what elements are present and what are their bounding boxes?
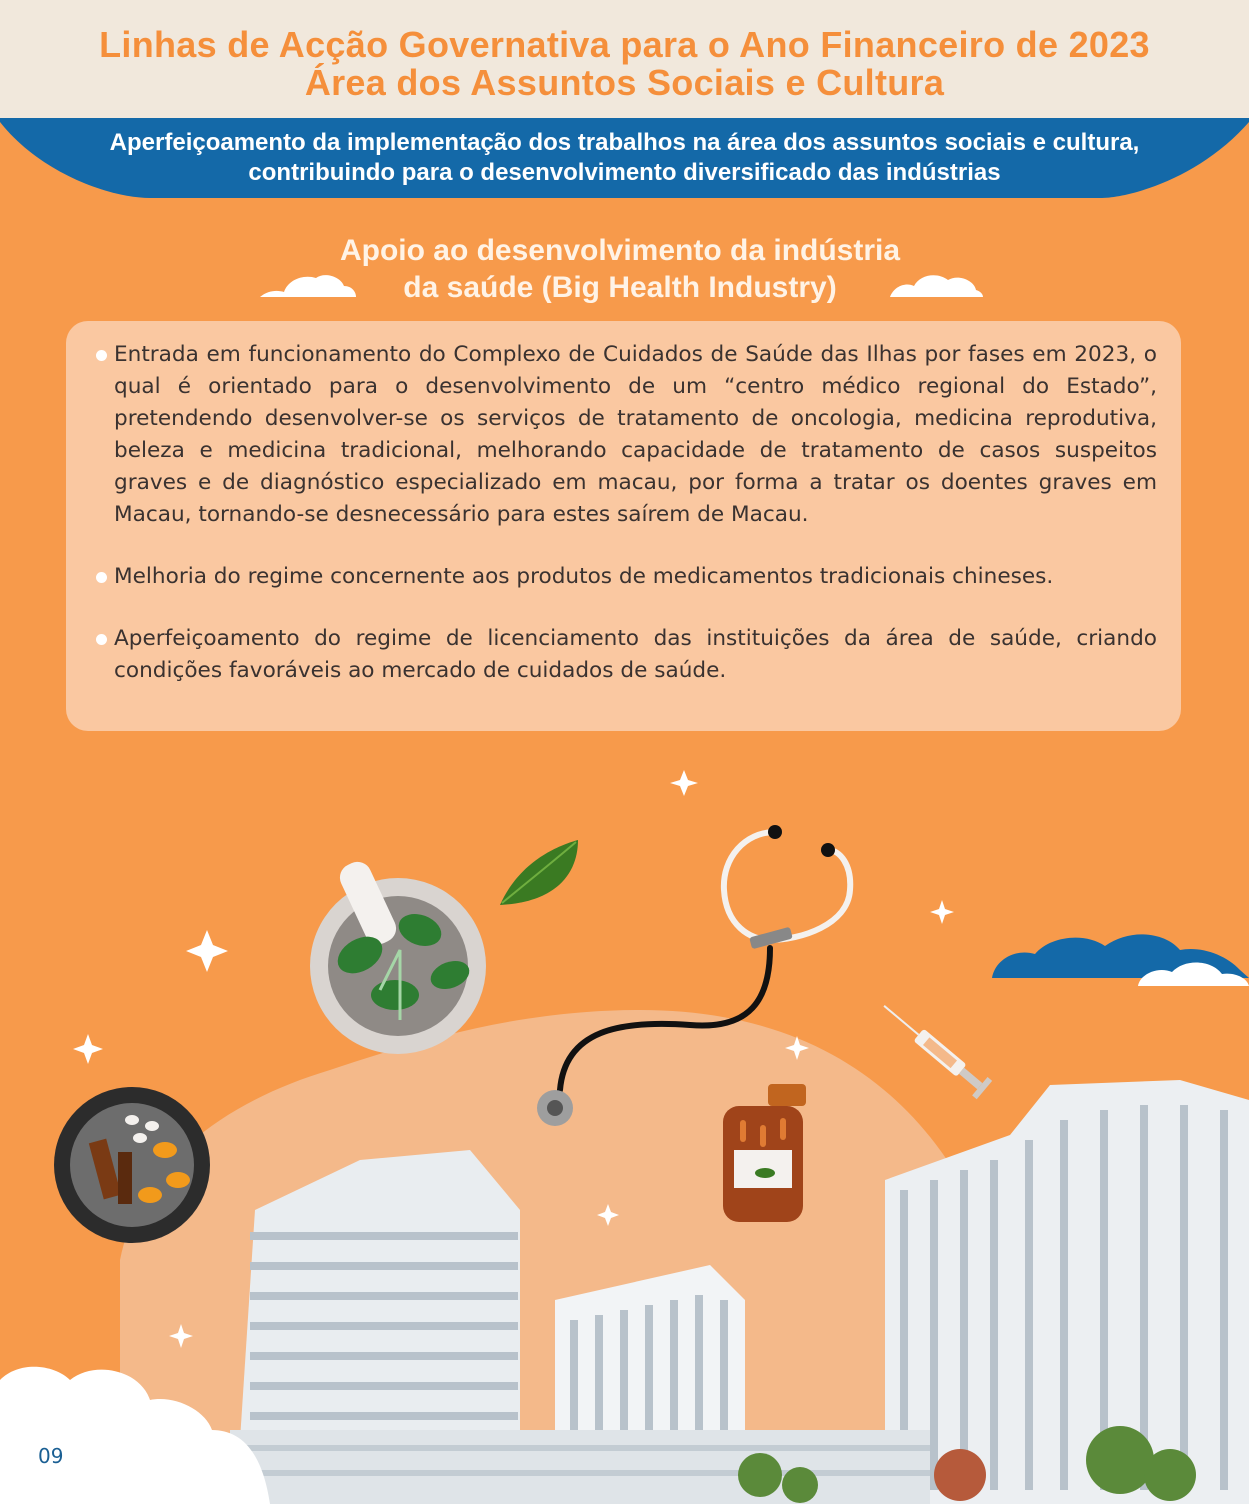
- banner-line2: contribuindo para o desenvolvimento diversificado das indústrias: [248, 159, 1001, 186]
- page-title-line2: Área dos Assuntos Sociais e Cultura: [304, 62, 945, 103]
- content-card: [66, 321, 1181, 731]
- page-number: 09: [38, 1444, 64, 1468]
- bullet-text: Melhoria do regime concernente aos produtos de medicamentos tradicionais chineses.: [114, 564, 1054, 589]
- banner-text: [0, 128, 1249, 188]
- section-title-line2: da saúde (Big Health Industry): [403, 271, 837, 304]
- banner-line1: Aperfeiçoamento da implementação dos trabalhos na área dos assuntos sociais e cultura,: [109, 129, 1140, 156]
- page-title-line1: Linhas de Acção Governativa para o Ano Financeiro de 2023: [99, 24, 1150, 65]
- herbal-bowl-icon: [54, 1087, 210, 1243]
- bullet-dot: [96, 350, 107, 361]
- bullet-dot: [96, 634, 107, 645]
- leaf-icon: [500, 840, 578, 905]
- subtitle-banner: [0, 118, 1249, 200]
- bullet-dot: [96, 572, 107, 583]
- list-item: [114, 561, 1157, 593]
- bullet-text: Aperfeiçoamento do regime de licenciamento das instituições da área de saúde, criando condições favoráveis ao mercado de cuidados de saúde.: [114, 626, 1157, 683]
- bullet-text: Entrada em funcionamento do Complexo de Cuidados de Saúde das Ilhas por fases em 2023, o qual é orientado para o desenvolvimento de um “centro médico regional do Estado”, pretendendo desenvolver-se os serviços de tratamento de oncologia, medicina reprodutiva, beleza e medicina tradicional, melhorando capacidade de tratamento de casos suspeitos graves e de diagnóstico especializado em macau, por forma a tratar os doentes graves em Macau, tornando-se desnecessário para estes saírem de Macau.: [114, 342, 1157, 527]
- hospital-illustration: [0, 740, 1249, 1504]
- list-item: [114, 623, 1157, 687]
- page-header: [0, 0, 1249, 118]
- syringe-icon: [876, 997, 992, 1100]
- page-title: [0, 0, 1249, 102]
- cloud-icon: [992, 934, 1249, 986]
- section-title-line1: Apoio ao desenvolvimento da indústria: [339, 234, 901, 267]
- mortar-pestle-icon: [310, 857, 486, 1054]
- bullet-list: [66, 321, 1181, 687]
- list-item: [114, 339, 1157, 531]
- section-title: [250, 232, 990, 306]
